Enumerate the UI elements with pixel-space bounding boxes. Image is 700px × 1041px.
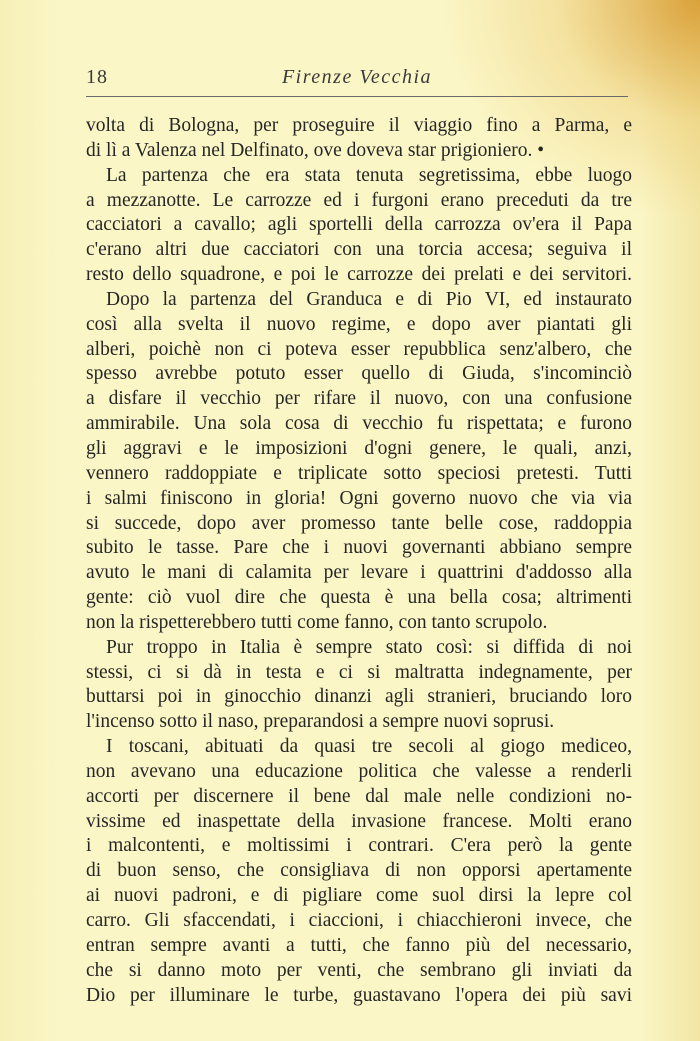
text-line: spesso avrebbe potuto esser quello di Giuda, s'incominciò bbox=[86, 363, 632, 385]
text-line: non avevano una educazione politica che valesse a renderli bbox=[86, 760, 632, 782]
text-line: alberi, poichè non ci poteva esser repubblica senz'albero, che bbox=[86, 338, 632, 360]
text-line: entran sempre avanti a tutti, che fanno più del necessario, bbox=[86, 934, 632, 956]
text-line: avuto le mani di calamita per levare i quattrini d'addosso alla bbox=[86, 562, 632, 584]
text-line: ammirabile. Una sola cosa di vecchio fu rispettata; e furono bbox=[86, 413, 632, 435]
text-line: stessi, ci si dà in testa e ci si maltratta indegnamente, per bbox=[86, 661, 632, 683]
text-line: I toscani, abituati da quasi tre secoli al giogo mediceo, bbox=[106, 736, 632, 758]
text-line: i malcontenti, e moltissimi i contrari. C'era però la gente bbox=[86, 835, 632, 857]
text-line: carro. Gli sfaccendati, i ciaccioni, i chiacchieroni invece, che bbox=[86, 910, 632, 931]
text-line: gente: ciò vuol dire che questa è una bella cosa; altrimenti bbox=[86, 587, 632, 609]
text-line: di buon senso, che consigliava di non opporsi apertamente bbox=[86, 860, 632, 882]
text-line: a mezzanotte. Le carrozze ed i furgoni erano preceduti da tre bbox=[86, 189, 632, 211]
text-line: resto dello squadrone, e poi le carrozze dei prelati e dei servitori. bbox=[86, 264, 632, 286]
text-line: di lì a Valenza nel Delfinato, ove doveva star prigioniero. • bbox=[86, 139, 545, 161]
text-line: Pur troppo in Italia è sempre stato così: si diffida di noi bbox=[106, 636, 632, 658]
text-line: si succede, dopo aver promesso tante belle cose, raddoppia bbox=[86, 512, 632, 534]
text-line: i salmi finiscono in gloria! Ogni governo nuovo che via via bbox=[86, 487, 632, 509]
text-line: accorti per discernere il bene dal male nelle condizioni no- bbox=[86, 785, 632, 807]
header-rule bbox=[86, 96, 628, 97]
text-line: Dopo la partenza del Granduca e di Pio VI, ed instaurato bbox=[106, 288, 632, 310]
text-line: a disfare il vecchio per rifare il nuovo, con una confusione bbox=[86, 388, 632, 410]
text-line: subito le tasse. Pare che i nuovi governanti abbiano sempre bbox=[86, 537, 632, 559]
page-number: 18 bbox=[86, 66, 108, 88]
text-line: l'incenso sotto il naso, preparandosi a sempre nuovi soprusi. bbox=[86, 711, 555, 733]
text-line: vennero raddoppiate e triplicate sotto speciosi pretesti. Tutti bbox=[86, 462, 632, 484]
text-line: Dio per illuminare le turbe, guastavano l'opera dei più savi bbox=[86, 984, 632, 1006]
text-line: che si danno moto per venti, che sembrano gli inviati da bbox=[86, 959, 632, 981]
text-line: buttarsi poi in ginocchio dinanzi agli stranieri, bruciando loro bbox=[86, 686, 632, 708]
text-line: vissime ed inaspettate della invasione francese. Molti erano bbox=[86, 810, 632, 832]
text-line: gli aggravi e le imposizioni d'ogni genere, le quali, anzi, bbox=[86, 437, 632, 459]
text-line: La partenza che era stata tenuta segretissima, ebbe luogo bbox=[106, 164, 632, 186]
body-text bbox=[86, 114, 632, 1008]
text-line: c'erano altri due cacciatori con una torcia accesa; seguiva il bbox=[86, 239, 632, 261]
text-line: non la rispetterebbero tutti come fanno, con tanto scrupolo. bbox=[86, 611, 548, 633]
running-head bbox=[86, 62, 628, 96]
running-title: Firenze Vecchia bbox=[281, 66, 433, 88]
text-line: volta di Bologna, per proseguire il viaggio fino a Parma, e bbox=[86, 115, 632, 136]
text-line: cacciatori a cavallo; agli sportelli della carrozza ov'era il Papa bbox=[86, 214, 632, 236]
text-line: ai nuovi padroni, e di pigliare come suol dirsi la lepre col bbox=[86, 885, 632, 907]
text-line: così alla svelta il nuovo regime, e dopo aver piantati gli bbox=[86, 313, 632, 335]
